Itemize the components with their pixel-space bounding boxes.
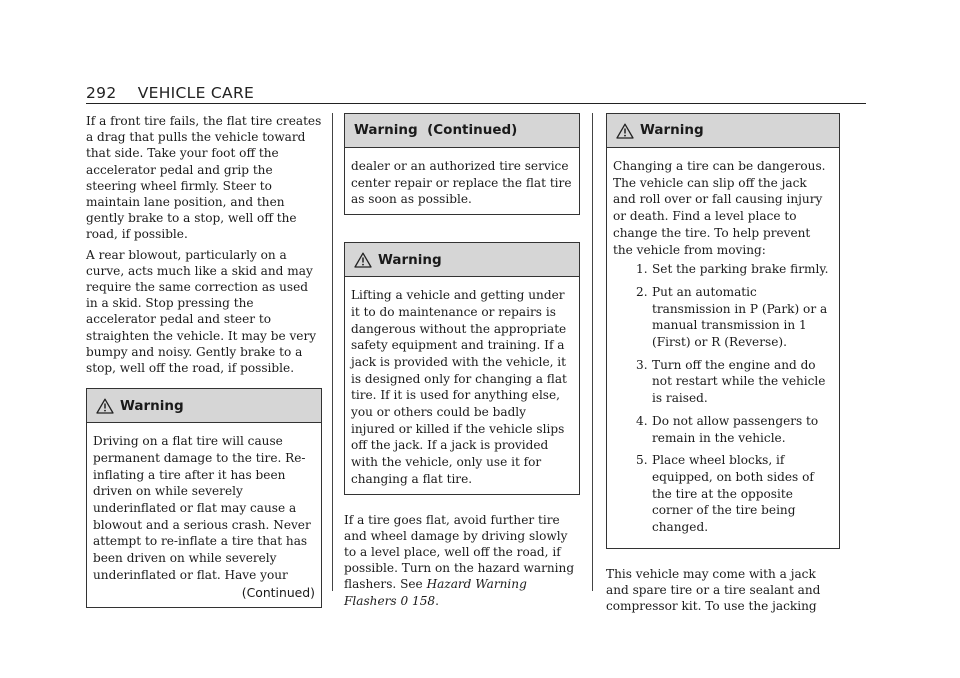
paragraph-rear-blowout: A rear blowout, particularly on a curve, acts much like a skid and may require the same correction as used in a skid. Stop pressing the accelerator pedal and steer to straighten the vehicle. It may be very bumpy and noisy. Gently brake to a stop, well off the road, if possible. xyxy=(86,247,317,376)
step-number: 5. xyxy=(636,453,648,468)
warning-body xyxy=(345,148,579,214)
warning-body xyxy=(607,148,839,548)
list-item xyxy=(613,261,833,278)
list-item xyxy=(613,413,833,446)
column-divider xyxy=(332,113,333,591)
warning-box-flat-tire xyxy=(86,388,322,608)
warning-header xyxy=(607,114,839,148)
step-number: 3. xyxy=(636,357,648,372)
page-number: 292 xyxy=(86,84,117,102)
warning-text: Driving on a flat tire will cause permanent damage to the tire. Re-inflating a tire after it has been driven on while severely underinflated or flat may cause a blowout and a serious crash. Never attempt to re-inflate a tire that has been driven on while severely underinflated or flat. Have your xyxy=(93,434,311,582)
warning-title: Warning xyxy=(378,251,442,268)
step-number: 1. xyxy=(636,262,648,277)
paragraph-flat-tire-action xyxy=(344,512,580,609)
warning-text: Lifting a vehicle and getting under it to do maintenance or repairs is dangerous without the appropriate safety equipment and training. If a jack is provided with the vehicle, it is designed only for changing a flat tire. If it is used for anything else, you or others could be badly injured or killed if the vehicle slips off the jack. If a jack is provided with the vehicle, only use it for changing a flat tire. xyxy=(351,288,567,486)
safety-steps-list xyxy=(613,261,833,536)
step-text: Put an automatic transmission in P (Park) or a manual transmission in 1 (First) or R (Reverse). xyxy=(652,284,828,350)
warning-title: Warning xyxy=(120,397,184,414)
warning-title: Warning xyxy=(640,122,704,139)
list-item xyxy=(613,357,833,407)
step-text: Turn off the engine and do not restart while the vehicle is raised. xyxy=(652,357,826,406)
column-1 xyxy=(86,113,322,608)
list-item xyxy=(613,284,833,351)
list-item xyxy=(613,452,833,536)
warning-header xyxy=(345,114,579,148)
warning-text: dealer or an authorized tire service center repair or replace the flat tire as soon as possible. xyxy=(351,159,572,207)
header-rule xyxy=(86,103,866,104)
warning-header xyxy=(87,389,321,423)
warning-header xyxy=(345,243,579,277)
paragraph-end: . xyxy=(435,593,439,608)
warning-box-jack xyxy=(344,242,580,494)
step-text: Place wheel blocks, if equipped, on both sides of the tire at the opposite corner of the tire being changed. xyxy=(652,453,814,535)
warning-title: Warning (Continued) xyxy=(354,122,518,139)
continued-label: (Continued) xyxy=(241,584,315,600)
warning-body xyxy=(87,423,321,607)
page-header xyxy=(86,84,254,102)
warning-body xyxy=(345,277,579,493)
column-divider xyxy=(592,113,593,591)
warning-triangle-icon xyxy=(616,123,634,139)
step-text: Set the parking brake firmly. xyxy=(652,262,829,277)
hazard-flashers-link[interactable]: Hazard Warning Flashers xyxy=(344,577,527,608)
step-text: Do not allow passengers to remain in the vehicle. xyxy=(652,413,819,445)
section-title: VEHICLE CARE xyxy=(137,84,255,102)
warning-box-changing-tire xyxy=(606,113,840,549)
column-3 xyxy=(606,113,840,618)
page-reference[interactable]: 0 158 xyxy=(400,593,436,608)
step-number: 4. xyxy=(636,413,648,428)
paragraph-jack-kit: This vehicle may come with a jack and spare tire or a tire sealant and compressor kit. To use the jacking xyxy=(606,566,821,614)
step-number: 2. xyxy=(636,284,648,299)
column-2 xyxy=(344,113,580,613)
paragraph-front-tire: If a front tire fails, the flat tire creates a drag that pulls the vehicle toward that side. Take your foot off the accelerator pedal and grip the steering wheel firmly. Steer to maintain lane position, and then gently brake to a stop, well off the road, if possible. xyxy=(86,114,322,242)
warning-triangle-icon xyxy=(96,398,114,414)
warning-box-continued xyxy=(344,113,580,215)
warning-triangle-icon xyxy=(354,252,372,268)
paragraph-text: If a tire goes flat, avoid further tire and wheel damage by driving slowly to a level place, well off the road, if possible. Turn on the hazard warning flashers. See xyxy=(344,512,575,592)
warning-intro: Changing a tire can be dangerous. The vehicle can slip off the jack and roll over or fall causing injury or death. Find a level place to change the tire. To help prevent the vehicle from moving: xyxy=(613,159,826,257)
